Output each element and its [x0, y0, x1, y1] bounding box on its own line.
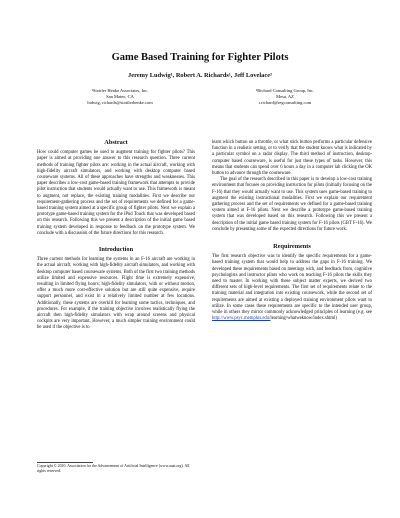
affiliation-left [35, 88, 205, 107]
affiliation-right-location: Mesa, AZ [276, 94, 294, 100]
intro-continued-text: learn which button on a throttle, or what stick button performs a particular defensive function in a realistic setting, or to verify that the student knows what is indicated by a particular symbol on a radar display. The third method of instruction, desktop-computer based courseware, is useful for just these types of tasks. However, this means that students can spend over 6 hours a day in a computer lab clicking the OK button to advance through the courseware. [212, 140, 372, 177]
right-column [212, 140, 372, 322]
requirements-tail: learning/whatweknow/index.shtml) [270, 316, 337, 322]
affiliation-left-location: San Mateo, CA [106, 94, 134, 100]
affiliation-right [200, 88, 370, 107]
requirements-heading: Requirements [273, 243, 311, 251]
requirements-text [212, 254, 372, 322]
abstract-text: How could computer games be used to augment training for fighter pilots? This paper is aimed at providing one answer to this research question. Three current methods of training fighter pilots are: working in the actual aircraft, working with high-fidelity aircraft simulators, and working with desktop computer based courseware systems. All of these approaches have strengths and weaknesses. This paper describes a low-cost game-based training framework that attempts to provide pilot instruction that students would actually want to use. This framework is meant to augment, not replace, the existing training modalities. First we describe our requirement-gathering process and the set of requirements we defined for a game-based training system aimed at a specific group of fighter pilots. Next we explain a prototype game-based training system for the iPod Touch that was developed based on this research. Following this we present a description of the initial game based training system developed in response to feedback on the prototype system. We conclude with a discussion of the future directions for this research. [37, 150, 195, 236]
introduction-text: Three current methods for learning the systems in an F-16 aircraft are working in the actual aircraft, working with high-fidelity aircraft simulators, and working with desktop computer based courseware systems. Both of the first two training methods utilize limited and expensive resources. Flight time is extremely expensive, resulting in limited flying hours; high-fidelity simulators, with or without motion, offer a much more cost-effective solution but are still quite expensive, require support personnel, and exist in a relatively limited number at few locations. Additionally, these systems are overkill for learning some tactics, techniques, and procedures. For example, if the training objective involves realistically flying the aircraft then high-fidelity simulators with wrap around screens and physical cockpits are very important. However, a much simpler training environment could be used if the objective is to [37, 257, 195, 331]
affiliation-right-email: r.richard@regconsulting.com [258, 100, 312, 106]
copyright-footnote: Copyright © 2010, Association for the Advancement of Artificial Intelligence (www.aaai.org). All rights reserved. [37, 464, 190, 473]
memphis-link[interactable]: http://www.psyc.memphis.edu/ [212, 316, 271, 322]
requirements-body: The first research objective was to identify the specific requirements for a game-based training system that would help to address the gaps in F-16 training. We developed these requirements based on meetings with, and feedback from, cognitive psychologists and instructor pilots who work on teaching F-16 pilots the skills they need to master. In working with these subject matter experts, we derived two different sets of high-level requirements. The first set of requirements relate to the training material and integration into existing coursework, while the second set of requirements are aimed at existing a deployed training environment pilots want to utilize. In some cases these requirements are specific to the intended user group, while in others they mirror commonly acknowledged principles of learning (e.g. see [212, 254, 372, 316]
affiliation-left-org: ¹Stottler Henke Associates, Inc. [91, 88, 149, 93]
affiliation-left-email: ludwig, richards@stottlerhenke.com [87, 100, 153, 106]
left-column [37, 140, 195, 332]
author-list: Jeremy Ludwig¹, Robert A. Richards¹, Jeff Lovelace² [128, 72, 272, 79]
affiliation-right-org: ²Richard Consulting Group, Inc. [255, 88, 315, 93]
goal-paragraph: The goal of the research described in this paper is to develop a low-cost training environment that focuses on providing instruction for pilots (initially focusing on the F-16) that they would actually want to use. This system uses game-based training to augment the existing instructional modalities. First we explain our requirement gathering process and the set of requirements we defined for a game-based training system aimed at F-16 pilots. Next we describe a prototype game-based training system that was developed based on this research. Following this we present a description of the initial game based training system for F-16 pilots (GBT F-16). We conclude by presenting some of the expected directions for future work. [212, 177, 372, 232]
introduction-heading: Introduction [98, 246, 134, 254]
footnote-divider [37, 462, 93, 463]
abstract-heading: Abstract [104, 139, 128, 146]
paper-title: Game Based Training for Fighter Pilots [111, 52, 289, 63]
